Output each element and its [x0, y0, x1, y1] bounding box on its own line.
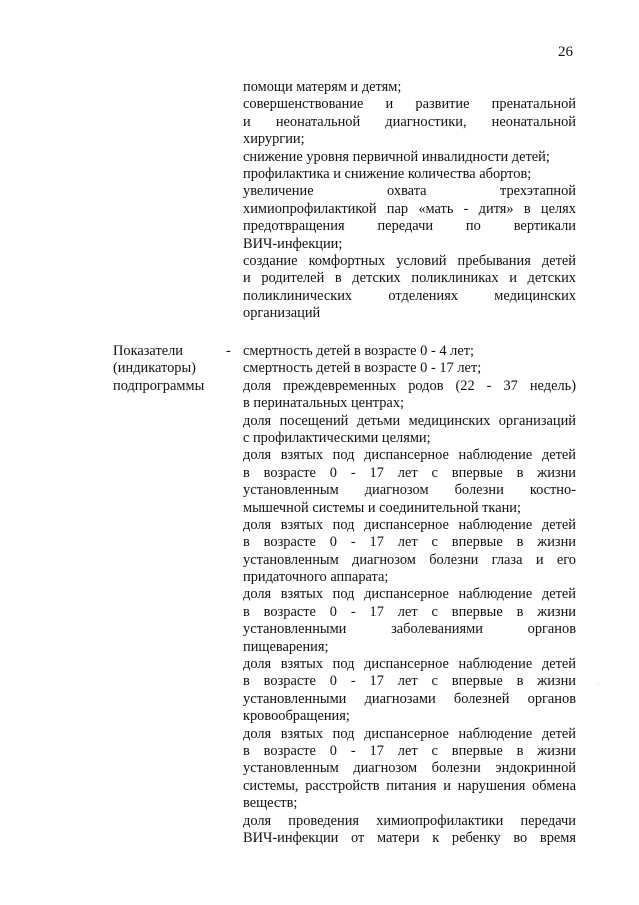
text-block-top [243, 79, 576, 322]
text-line: химиопрофилактикой пар «мать - дитя» в целях [243, 200, 576, 217]
indicator-line: доля взятых под диспансерное наблюдение детей [243, 516, 576, 533]
text-line: совершенствование и развитие пренатальной [243, 96, 576, 113]
text-line: хирургии; [243, 131, 305, 148]
indicator-line: в возрасте 0 - 17 лет с впервые в жизни [243, 603, 576, 620]
indicator-line: доля преждевременных родов (22 - 37 недель) [243, 377, 576, 394]
indicator-line: пищеварения; [243, 638, 329, 655]
text-line: поликлинических отделениях медицинских [243, 287, 576, 304]
indicator-line: доля проведения химиопрофилактики передачи [243, 812, 576, 829]
text-line: организаций [243, 305, 321, 322]
indicator-line: придаточного аппарата; [243, 569, 389, 586]
indicator-line: установленными заболеваниями органов [243, 621, 576, 638]
indicator-line: установленным диагнозом болезни глаза и его [243, 551, 576, 568]
text-line: создание комфортных условий пребывания детей [243, 252, 576, 269]
indicator-line: веществ; [243, 795, 298, 812]
indicator-list [243, 343, 576, 847]
section-label-line: подпрограммы [113, 377, 205, 394]
indicator-line: доля посещений детьми медицинских организаций [243, 412, 576, 429]
scan-artifact [598, 683, 599, 684]
indicator-line: установленным диагнозом болезни эндокринной [243, 760, 576, 777]
indicator-line: смертность детей в возрасте 0 - 17 лет; [243, 360, 482, 377]
text-line: ВИЧ-инфекции; [243, 235, 343, 252]
indicator-line: в возрасте 0 - 17 лет с впервые в жизни [243, 464, 576, 481]
indicator-line: смертность детей в возрасте 0 - 4 лет; [243, 343, 474, 359]
text-line: снижение уровня первичной инвалидности детей; [243, 148, 550, 165]
indicator-line: доля взятых под диспансерное наблюдение детей [243, 725, 576, 742]
indicator-line: доля взятых под диспансерное наблюдение детей [243, 586, 576, 603]
text-line: увеличение охвата трехэтапной [243, 183, 576, 200]
section-label-line: Показатели [113, 343, 184, 359]
indicator-line: в возрасте 0 - 17 лет с впервые в жизни [243, 534, 576, 551]
indicator-line: доля взятых под диспансерное наблюдение детей [243, 447, 576, 464]
section-dash: - [226, 343, 231, 359]
indicator-line: ВИЧ-инфекции от матери к ребенку во время [243, 829, 576, 846]
indicator-line: мышечной системы и соединительной ткани; [243, 499, 521, 516]
section-label-line: (индикаторы) [113, 360, 196, 377]
indicator-line: в возрасте 0 - 17 лет с впервые в жизни [243, 673, 576, 690]
indicator-line: установленным диагнозом болезни костно- [243, 482, 576, 499]
indicator-line: с профилактическими целями; [243, 429, 431, 446]
text-line: профилактика и снижение количества абортов; [243, 165, 532, 182]
indicator-line: кровообращения; [243, 708, 350, 725]
section-label [113, 343, 233, 395]
indicator-line: в перинатальных центрах; [243, 395, 405, 412]
text-line: предотвращения передачи по вертикали [243, 218, 576, 235]
indicator-line: системы, расстройств питания и нарушения обмена [243, 777, 576, 794]
indicator-line: доля взятых под диспансерное наблюдение детей [243, 656, 576, 673]
indicator-line: в возрасте 0 - 17 лет с впервые в жизни [243, 742, 576, 759]
text-line: и родителей в детских поликлиниках и детских [243, 270, 576, 287]
page-number: 26 [558, 44, 573, 60]
indicator-line: установленными диагнозами болезней органов [243, 690, 576, 707]
text-line: и неонатальной диагностики, неонатальной [243, 113, 576, 130]
text-line: помощи матерям и детям; [243, 79, 402, 95]
